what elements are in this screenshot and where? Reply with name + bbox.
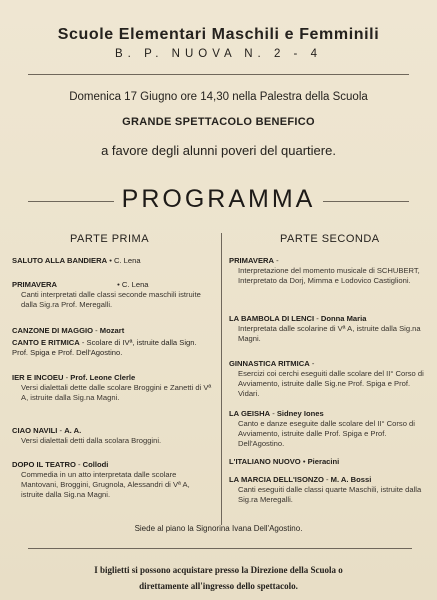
program-item: CANZONE DI MAGGIO - Mozart [12, 326, 125, 335]
item-description: Versi dialettali dette dalle scolare Broggini e Zanetti di Vª A, istruite dalla Sig.na Magni. [21, 383, 212, 402]
school-name: Scuole Elementari Maschili e Femminili [57, 26, 380, 43]
item-description: Interpretata dalle scolarine di Vª A, istruite dalla Sig.na Magni. [238, 324, 421, 343]
item-author: M. A. Bossi [330, 475, 372, 484]
item-title: IER E INCOEU [12, 373, 64, 382]
item-author: Prof. Leone Clerle [70, 373, 136, 382]
program-item: IER E INCOEU - Prof. Leone Clerle Versi dialettali dette dalle scolare Broggini e Zanetti di Vª A, istruite dalla Sig.na Magni. [12, 373, 212, 402]
item-title: CANZONE DI MAGGIO [12, 326, 93, 335]
event-date-line: Domenica 17 Giugno ore 14,30 nella Palestra della Scuola [69, 91, 368, 103]
item-author: Sidney Iones [276, 409, 324, 418]
program-item: PRIMAVERA • C. Lena Canti interpretati dalle classi seconde maschili istruite dalla Sig.ra Prof. Meregalli. [12, 280, 212, 310]
column-divider [221, 233, 222, 525]
program-item: CIAO NAVILI - A. A. Versi dialettali detti dalla scolara Broggini. [12, 426, 212, 446]
item-description: Canti interpretati dalle classi seconde maschili istruite dalla Sig.ra Prof. Meregalli. [21, 290, 201, 309]
right-column-title: PARTE SECONDA [280, 233, 380, 245]
item-author: Collodi [82, 460, 109, 469]
item-title: SALUTO ALLA BANDIERA [12, 256, 108, 265]
item-author: Scolare di IVª, istruite dalla Sign. Prof. Spiga e Prof. Dell'Agostino. [12, 338, 197, 357]
program-item: LA BAMBOLA DI LENCI - Donna Maria Interpretata dalle scolarine di Vª A, istruite dalla Sig.na Magni. [229, 314, 427, 344]
program-item: LA GEISHA - Sidney Iones Canto e danze eseguite dalle scolare del II° Corso di Avviamento, istruite dalle Prof. Spiga e Prof. Dell'Agostino. [229, 409, 427, 449]
item-title: CIAO NAVILI [12, 426, 58, 435]
program-item: PRIMAVERA - Interpretazione del momento musicale di SCHUBERT, Interpretato da Dorj, Mimma e Lodovico Castiglioni. [229, 256, 427, 286]
tickets-line-1: I biglietti si possono acquistare presso la Direzione della Scuola o [94, 565, 343, 575]
item-title: DOPO IL TEATRO [12, 460, 76, 469]
programma-heading: PROGRAMMA [121, 185, 316, 213]
item-description: Esercizi coi cerchi eseguiti dalle scolare del II° Corso di Avviamento, istruite dalle Sig.ne Prof. Spiga e Prof. Vidari. [238, 369, 424, 398]
item-description: Canti eseguiti dalle classi quarte Maschili, istruite dalla Sig.ra Meregalli. [238, 485, 422, 504]
program-item: LA MARCIA DELL'ISONZO - M. A. Bossi Canti eseguiti dalle classi quarte Maschili, istruite dalla Sig.ra Meregalli. [229, 475, 427, 505]
school-address: B. P. NUOVA N. 2 - 4 [115, 48, 322, 60]
item-title: PRIMAVERA [12, 280, 58, 289]
program-item: GINNASTICA RITMICA - Esercizi coi cerchi eseguiti dalle scolare del II° Corso di Avviamento, istruite dalle Sig.ne Prof. Spiga e Prof. Vidari. [229, 359, 427, 399]
program-item: L'ITALIANO NUOVO • Pieracini [229, 457, 340, 466]
header-divider [28, 74, 409, 75]
piano-note: Siede al piano la Signorina Ivana Dell'Agostino. [134, 524, 303, 533]
item-description: Versi dialettali detti dalla scolara Broggini. [21, 436, 162, 445]
item-title: PRIMAVERA [229, 256, 275, 265]
item-title: LA GEISHA [229, 409, 271, 418]
item-author: Donna Maria [320, 314, 367, 323]
item-title: LA MARCIA DELL'ISONZO [229, 475, 324, 484]
item-author: A. A. [64, 426, 82, 435]
programma-right-rule [323, 201, 409, 202]
tickets-line-2: direttamente all'ingresso dello spettacolo. [139, 581, 298, 591]
left-column-title: PARTE PRIMA [70, 233, 150, 245]
item-title: GINNASTICA RITMICA [229, 359, 310, 368]
program-item: SALUTO ALLA BANDIERA • C. Lena [12, 256, 141, 265]
item-title: L'ITALIANO NUOVO [229, 457, 301, 466]
program-item: CANTO E RITMICA - Scolare di IVª, istruite dalla Sign. Prof. Spiga e Prof. Dell'Agostino. [12, 338, 197, 357]
item-author: Mozart [99, 326, 125, 335]
item-title: LA BAMBOLA DI LENCI [229, 314, 315, 323]
item-author: C. Lena [113, 256, 141, 265]
item-author: Pieracini [307, 457, 340, 466]
item-description: Commedia in un atto interpretata dalle scolare Mantovani, Broggini, Grugnola, Alessandri di Vª A, istruite dalla Sig.na Magni. [21, 470, 190, 499]
item-author: C. Lena [121, 280, 149, 289]
item-description: Interpretazione del momento musicale di SCHUBERT, Interpretato da Dorj, Mimma e Lodovico Castiglioni. [238, 266, 420, 285]
item-description: Canto e danze eseguite dalle scolare del II° Corso di Avviamento, istruite dalle Prof. Spiga e Prof. Dell'Agostino. [238, 419, 415, 448]
event-title: GRANDE SPETTACOLO BENEFICO [122, 116, 315, 128]
event-purpose: a favore degli alunni poveri del quartiere. [101, 143, 336, 158]
item-title: CANTO E RITMICA [12, 338, 80, 347]
program-item: DOPO IL TEATRO - Collodi Commedia in un atto interpretata dalle scolare Mantovani, Broggini, Grugnola, Alessandri di Vª A, istruite dalla Sig.na Magni. [12, 460, 212, 500]
